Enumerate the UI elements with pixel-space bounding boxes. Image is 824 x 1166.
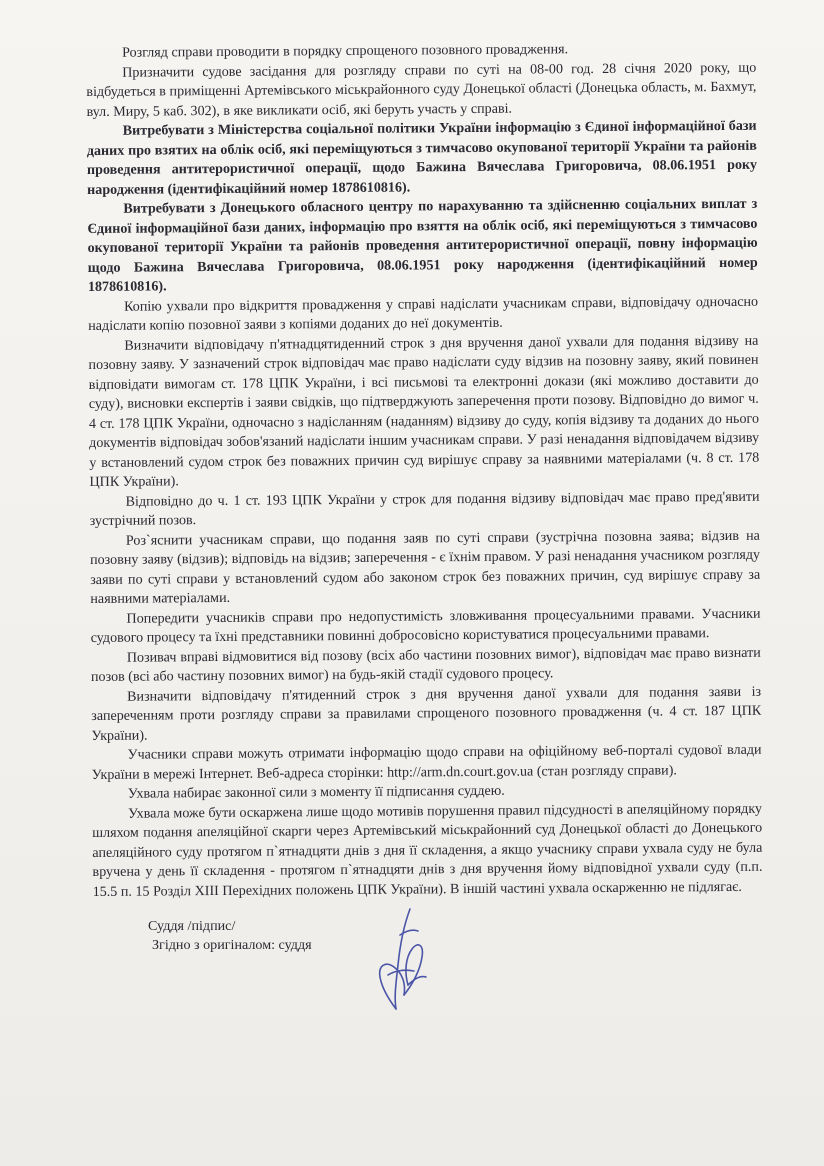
paragraph-simplified-procedure: Розгляд справи проводити в порядку спрощеного позовного провадження. <box>122 41 569 61</box>
paragraph-request-ministry: Витребувати з Міністерства соціальної політики України інформацію з Єдиної інформаційної бази даних про взятих на облік осіб, які переміщуються з тимчасово окупованої території України та районів проведення антитерористичної операції, щодо Бажина Вячеслава Григоровича, 08.06.1951 року народження (ідентифікаційний номер 1878610816). <box>86 117 758 198</box>
judge-signature-label: Суддя /підпис/ <box>148 918 236 934</box>
paragraph-request-regional-center: Витребувати з Донецького обласного центру по нарахуванню та здійсненню соціальних виплат з Єдиної інформаційної бази даних, інформацію про взяття на облік осіб, які переміщуються з тимчасово окупованої території України та районів проведення антитерористичної операції, повну інформацію щодо Бажина Вячеслава Григоровича, 08.06.1951 року народження (ідентифікаційний номер 1878610816). <box>87 195 758 295</box>
paragraph-appeal: Ухвала може бути оскаржена лише щодо мотивів порушення правил підсудності в апеляційному порядку шляхом подання апеляційної скарги через Артемівський міськрайонний суд Донецької області до Донецького апеляційного суду протягом п`ятнадцяти днів з дня її складення, а якщо учаснику справи ухвала суду не була вручена у день її складення - протягом п`ятнадцяти днів з дня вручення йому відповідної ухвали суду (п.п. 15.5 п. 15 Розділ XIII Перехідних положень ЦПК України). В іншій частині ухвала оскарженню не підлягає. <box>92 800 763 900</box>
paragraph-copy-ruling: Копію ухвали про відкриття провадження у справі надіслати учасникам справи, відповідачу одночасно надіслати копію позовної заяви з копіями доданих до неї документів. <box>88 293 759 334</box>
paragraph-withdraw-claim: Позивач вправі відмовитися від позову (всіх або частини позовних вимог), відповідач має право визнати позов (всі або частину позовних вимог) на будь-якій стадії судового процесу. <box>90 644 761 685</box>
paragraph-web-portal: Учасники справи можуть отримати інформацію щодо справи на офіційному веб-порталі судової влади України в мережі Інтернет. Веб-адреса сторінки: http://arm.dn.court.gov.ua (стан розгляду справи). <box>91 741 762 783</box>
paragraph-objection-deadline: Визначити відповідачу п'ятиденний строк з дня вручення даної ухвали для подання заяви із запереченням проти розгляду справи за правилами спрощеного позовного провадження (ч. 4 ст. 187 ЦПК України). <box>91 683 762 744</box>
certified-copy-label: Згідно з оригіналом: суддя <box>152 937 312 953</box>
court-ruling-text <box>86 39 763 902</box>
paragraph-hearing-date: Призначити судове засідання для розгляду справи по суті на 08-00 год. 28 січня 2020 року, що відбудеться в приміщенні Артемівського міськрайонного суду Донецької області (Донецька область, м. Бахмут, вул. Миру, 5 каб. 302), в яке викликати осіб, які беруть участь у справі. <box>86 59 757 120</box>
signature-block <box>148 917 312 955</box>
paragraph-legal-force: Ухвала набирає законної сили з моменту її підписання суддею. <box>127 782 505 802</box>
handwritten-signature <box>360 905 450 1015</box>
paragraph-response-deadline: Визначити відповідачу п'ятнадцятиденний строк з дня вручення даної ухвали для подання відзиву на позовну заяву. У зазначений строк відповідач має право надіслати суду відзив на позовну заяву, який повинен відповідати вимогам ст. 178 ЦПК України, і всі письмові та електронні докази (які можливо доставити до суду), висновки експертів і заяви свідків, що підтверджують заперечення проти позову. Відповідно до вимог ч. 4 ст. 178 ЦПК України, одночасно з надісланням (наданням) відзиву до суду, копія відзиву та доданих до нього документів відповідач зобов'язаний надіслати іншим учасникам справи. У разі ненадання відповідачем відзиву у встановлений судом строк без поважних причин суд вирішує справу за наявними матеріалами (ч. 8 ст. 178 ЦПК України). <box>88 332 760 490</box>
paragraph-counterclaim: Відповідно до ч. 1 ст. 193 ЦПК України у строк для подання відзиву відповідач має право пред'явити зустрічний позов. <box>89 488 760 529</box>
paragraph-explain-rights: Роз`яснити учасникам справи, що подання заяв по суті справи (зустрічна позовна заява; відзив на позовну заяву (відзив); відповідь на відзив; заперечення - є їхнім правом. У разі ненадання учасником розгляду заяви по суті справи у встановлений судом або законом строк без поважних причин, суд вирішує справу за наявними матеріалами. <box>89 527 761 607</box>
paragraph-abuse-warning: Попередити учасників справи про недопустимість зловживання процесуальними правами. Учасники судового процесу та їхні представники повинні добросовісно користуватися процесуальними правами. <box>90 605 761 646</box>
